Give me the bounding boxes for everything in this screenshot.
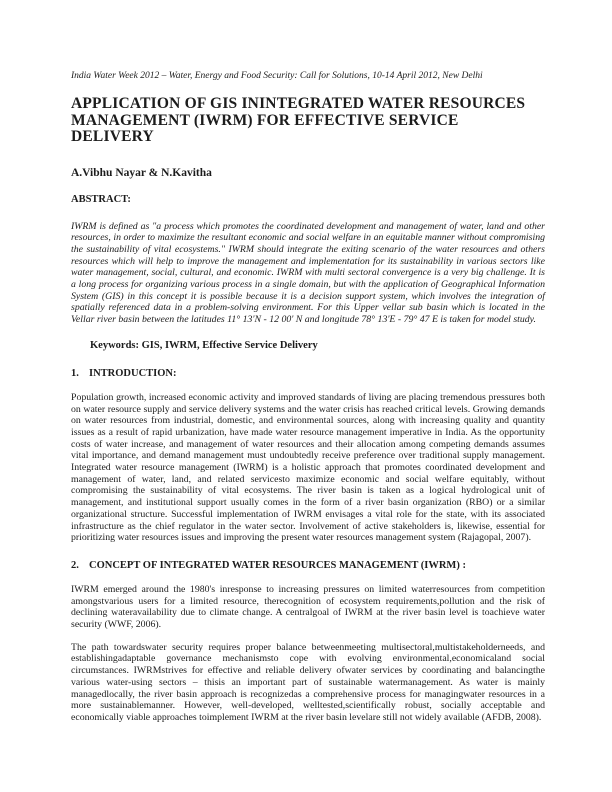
abstract-text: IWRM is defined as "a process which promotes the coordinated development and management of water, land and other resources, in order to maximize the resultant economic and social welfare in an equitable manner without compromising the sustainability of vital ecosystems." IWRM should integrate the exiting scenario of the water resources and others resources which will help to improve the management and implementation for its sustainability in various sectors like water management, social, cultural, and economic. IWRM with multi sectoral convergence is a very big challenge. It is a long process for organizing various process in a single domain, but with the application of Geographical Information System (GIS) in this concept it is possible because it is a decision support system, which involves the integration of spatially referenced data in a problem-solving environment. For this Upper vellar sub basin which is located in the Vellar river basin between the latitudes 11° 13'N - 12 00' N and longitude 78° 13'E - 79° 47 E is taken for model study. (71, 220, 545, 326)
conference-header: India Water Week 2012 – Water, Energy and Food Security: Call for Solutions, 10-14 April 2012, New Delhi (71, 71, 483, 81)
abstract-heading: ABSTRACT: (71, 193, 131, 205)
keywords-line: Keywords: GIS, IWRM, Effective Service Delivery (90, 339, 318, 351)
section-2-number: 2. (71, 559, 79, 571)
section-2-paragraph-1: IWRM emerged around the 1980's inresponse to increasing pressures on limited waterresources from competition amongstvarious users for a limited resource, therecognition of ecosystem requirements,pollution and the risk of declining wateravailability due to climate change. A centralgoal of IWRM at the river basin level is toachieve water security (WWF, 2006). (71, 583, 545, 631)
section-2-heading (71, 560, 545, 572)
paper-title: APPLICATION OF GIS ININTEGRATED WATER RESOURCES MANAGEMENT (IWRM) FOR EFFECTIVE SERVICE DELIVERY (71, 95, 526, 145)
section-1-number: 1. (71, 367, 79, 379)
section-1-heading (71, 368, 545, 380)
section-1-heading-text: INTRODUCTION: (89, 367, 177, 379)
authors-line: A.Vibhu Nayar & N.Kavitha (71, 166, 212, 179)
section-2-paragraph-2: The path towardswater security requires proper balance betweenmeeting multisectoral,multistakeholderneeds, and establishingadaptable governance mechanismsto cope with evolving environmental,economicaland social circumstances. IWRMstrives for effective and reliable delivery ofwater services by coordinating and balancingthe various water-using sectors – thisis an important part of sustainable watermanagement. As water is mainly managedlocally, the river basin approach is recognizedas a comprehensive process for managingwater resources in a more sustainablemanner. However, well-developed, welltested,scientifically robust, socially acceptable and economically viable approaches toimplement IWRM at the river basin levelare still not widely available (AFDB, 2008). (71, 641, 545, 723)
section-1-paragraph: Population growth, increased economic activity and improved standards of living are placing tremendous pressures both on water resource supply and service delivery systems and the water crisis has reached critical levels. Growing demands on water resources from industrial, domestic, and environmental sources, along with increasing quality and quantity issues as a result of rapid urbanization, have made water resource management imperative in India. As the opportunity costs of water increase, and management of water resources and their allocation among competing demands assumes vital importance, and demand management must undoubtedly receive preference over traditional supply management. Integrated water resource management (IWRM) is a holistic approach that promotes coordinated development and management of water, land, and related servicesto maximize economic and social welfare equitably, without compromising the sustainability of vital ecosystems. The river basin is taken as a logical hydrological unit of management, and institutional support usually comes in the form of a river basin organization (RBO) or a similar organizational structure. Successful implementation of IWRM envisages a vital role for the state, with its associated infrastructure as the chief regulator in the water sector. Involvement of active stakeholders is, likewise, essential for prioritizing water resources issues and improving the present water resources management system (Rajagopal, 2007). (71, 391, 545, 544)
section-2-heading-text: CONCEPT OF INTEGRATED WATER RESOURCES MANAGEMENT (IWRM) : (89, 559, 466, 571)
